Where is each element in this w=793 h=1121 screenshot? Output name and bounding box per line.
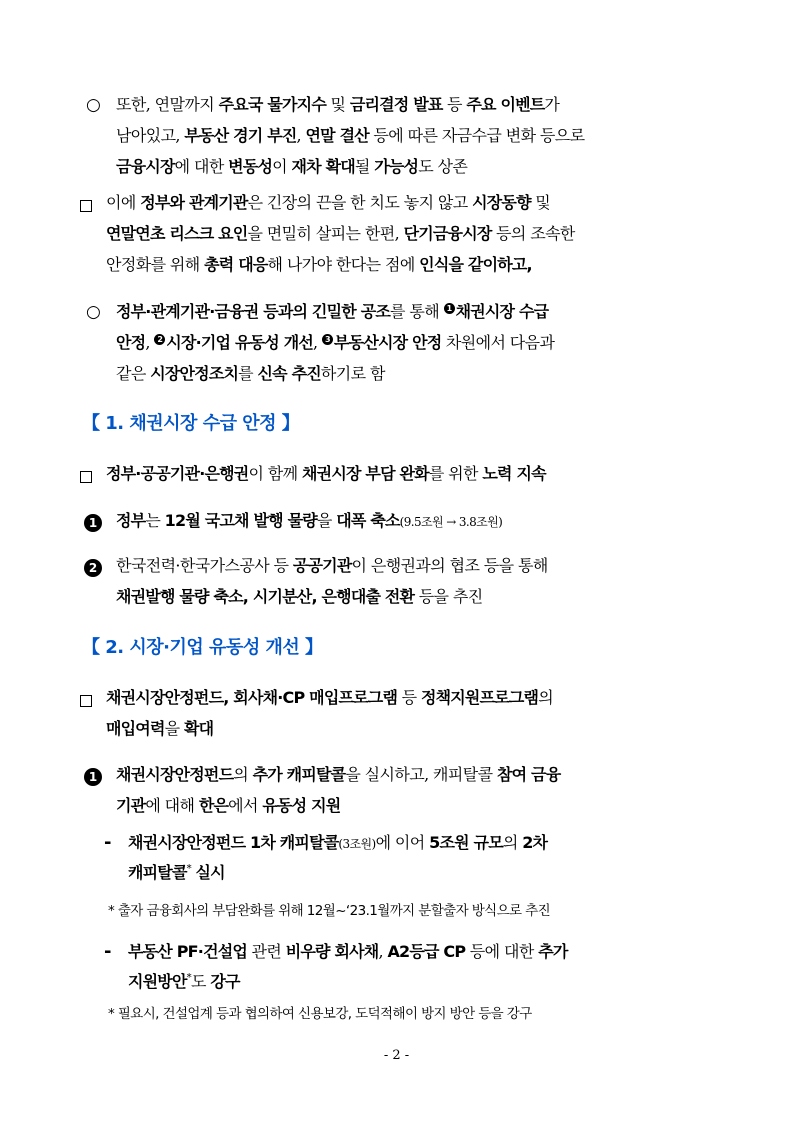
numbered-bullet-1 xyxy=(84,512,102,532)
text-line: 또한, 연말까지 주요국 물가지수 및 금리결정 발표 등 주요 이벤트가 xyxy=(116,95,560,114)
text-line: 이에 정부와 관계기관은 긴장의 끈을 한 치도 놓지 않고 시장동향 및 xyxy=(106,193,551,212)
circle-bullet-icon: ○ xyxy=(86,95,101,115)
dash-bullet xyxy=(104,941,111,962)
text-line: 연말연초 리스크 요인을 면밀히 살피는 한편, 단기금융시장 등의 조속한 xyxy=(106,224,575,243)
text-line: 기관에 대해 한은에서 유동성 지원 xyxy=(116,796,341,815)
page-number: - 2 - xyxy=(383,1048,410,1063)
footnote-1: * 출자 금융회사의 부담완화를 위해 12월~‘23.1월까지 분할출자 방식으로 추진 xyxy=(108,903,551,919)
text-line: 한국전력·한국가스공사 등 공공기관이 은행권과의 협조 등을 통해 xyxy=(116,556,548,575)
numbered-bullet-2 xyxy=(84,557,102,577)
text-line: 채권발행 물량 축소, 시기분산, 은행대출 전환 등을 추진 xyxy=(116,587,483,606)
square-bullet-icon xyxy=(80,695,92,707)
number-two-icon: 2 xyxy=(84,559,102,577)
text-line: 지원방안*도 강구 xyxy=(128,972,240,991)
text-line: 정부·관계기관·금융권 등과의 긴밀한 공조를 통해 1 채권시장 수급 xyxy=(116,302,549,321)
text-line: 매입여력을 확대 xyxy=(106,719,214,738)
square-bullet xyxy=(80,468,92,487)
square-bullet xyxy=(80,197,92,216)
number-one-icon: 1 xyxy=(84,768,102,786)
number-one-icon: 1 xyxy=(84,514,102,532)
text-line: 정부는 12월 국고채 발행 물량을 대폭 축소(9.5조원 → 3.8조원) xyxy=(116,511,503,530)
text-line: 채권시장안정펀드, 회사채·CP 매입프로그램 등 정책지원프로그램의 xyxy=(106,688,554,707)
section-heading-2: 【 2. 시장·기업 유동성 개선 】 xyxy=(82,637,323,658)
text-line: 정부·공공기관·은행권이 함께 채권시장 부담 완화를 위한 노력 지속 xyxy=(106,464,546,483)
text-line: 금융시장에 대한 변동성이 재차 확대될 가능성도 상존 xyxy=(116,157,468,176)
footnote-2: * 필요시, 건설업계 등과 협의하여 신용보강, 도덕적해이 방지 방안 등을 강구 xyxy=(108,1006,532,1022)
text-line: 같은 시장안정조치를 신속 추진하기로 함 xyxy=(116,364,385,383)
text-line: 안정화를 위해 총력 대응해 나가야 한다는 점에 인식을 같이하고, xyxy=(106,255,532,274)
square-bullet xyxy=(80,692,92,711)
numbered-bullet-1b xyxy=(84,766,102,786)
text-line: 남아있고, 부동산 경기 부진, 연말 결산 등에 따른 자금수급 변화 등으로 xyxy=(116,126,585,145)
text-line: 채권시장안정펀드의 추가 캐피탈콜을 실시하고, 캐피탈콜 참여 금융 xyxy=(116,765,561,784)
text-line: 캐피탈콜* 실시 xyxy=(128,863,225,882)
dash-bullet-icon: - xyxy=(104,832,112,853)
text-line: 채권시장안정펀드 1차 캐피탈콜(3조원)에 이어 5조원 규모의 2차 xyxy=(128,833,548,852)
dash-bullet-icon: - xyxy=(104,941,112,962)
circle-bullet-icon: ○ xyxy=(86,302,101,322)
square-bullet-icon xyxy=(80,471,92,483)
dash-bullet xyxy=(104,832,111,853)
text-line: 부동산 PF·건설업 관련 비우량 회사채, A2등급 CP 등에 대한 추가 xyxy=(128,942,568,961)
square-bullet-icon xyxy=(80,200,92,212)
text-line: 안정, 2 시장·기업 유동성 개선, 3 부동산시장 안정 차원에서 다음과 xyxy=(116,333,555,352)
section-heading-1: 【 1. 채권시장 수급 안정 】 xyxy=(82,413,300,434)
